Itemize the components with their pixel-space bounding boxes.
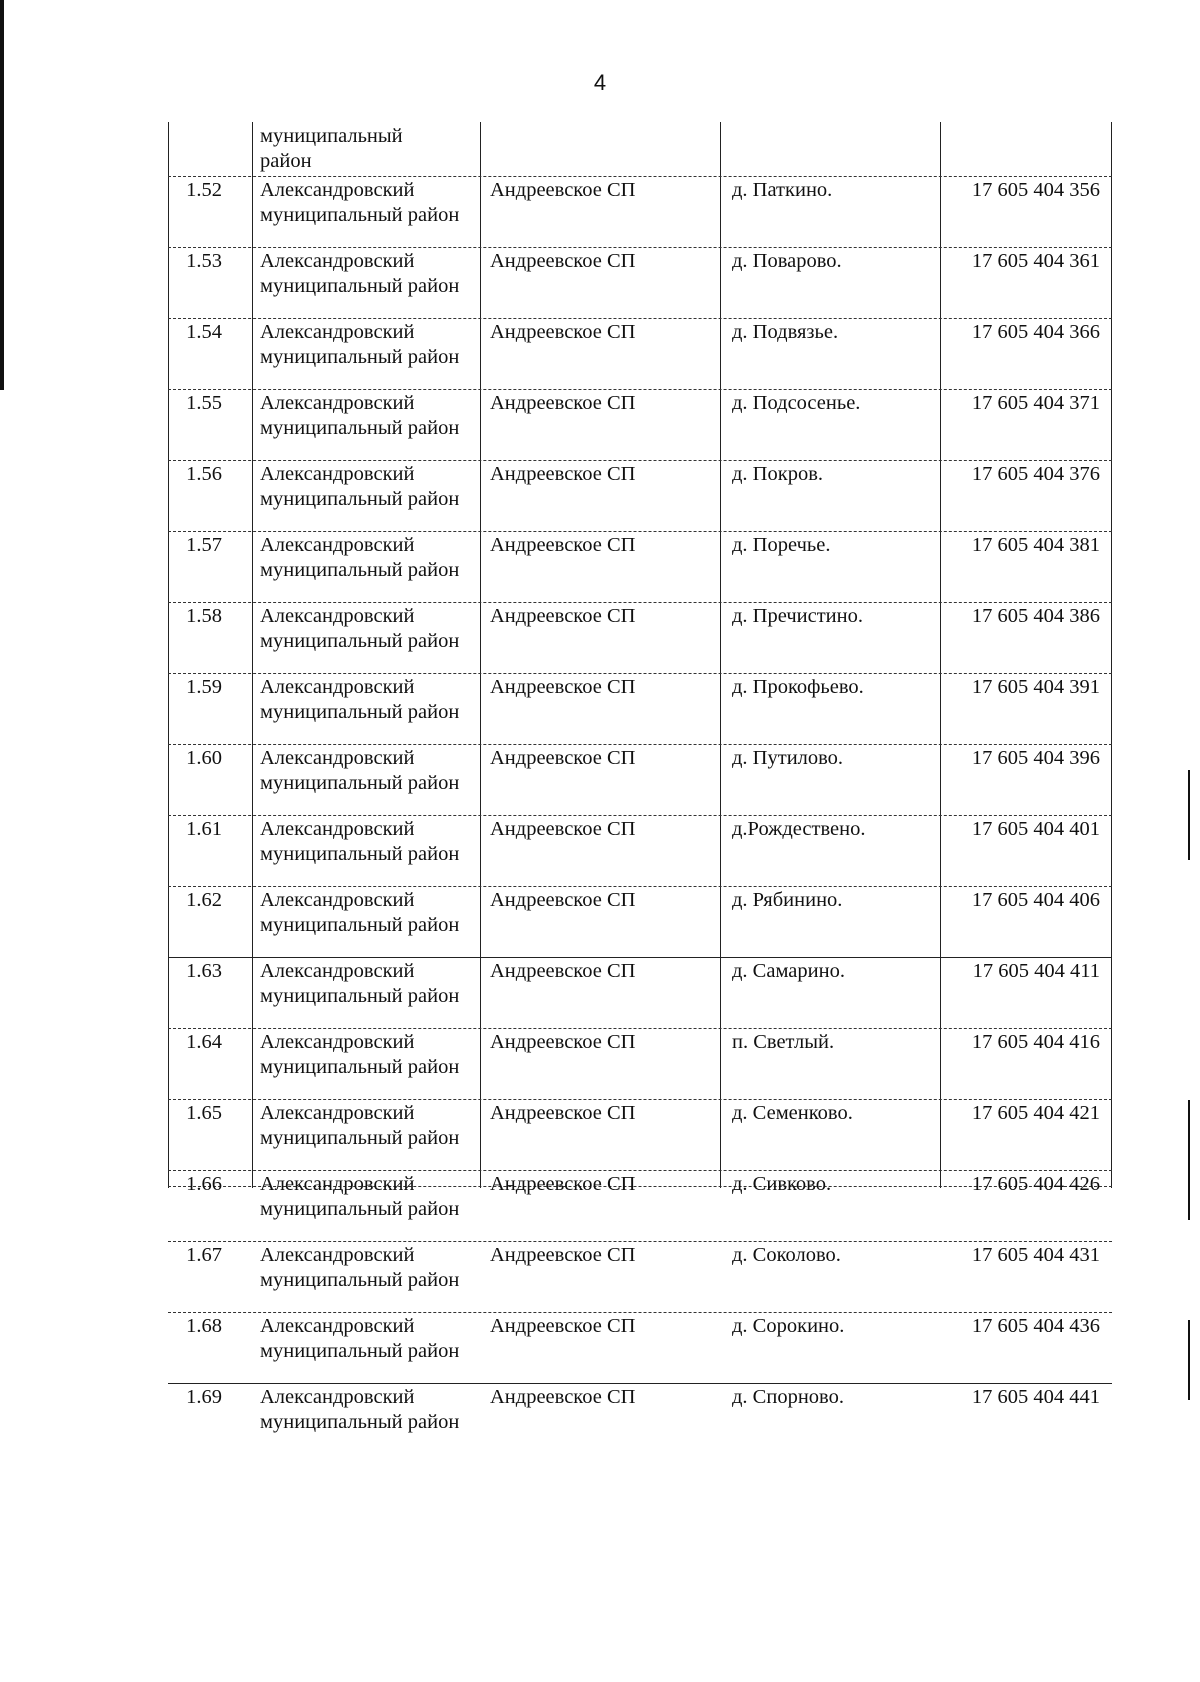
district-cell: Александровский муниципальный район [260,747,460,794]
row-number-cell: 1.64 [186,1031,222,1053]
oktmo-code-cell: 17 605 404 416 [971,1031,1100,1053]
row-number-cell: 1.63 [186,960,222,982]
settlement-cell: Андреевское СП [490,1315,636,1337]
locality-cell: д. Соколово. [732,1244,841,1266]
oktmo-code-cell: 17 605 404 421 [971,1102,1100,1124]
row-number-cell: 1.60 [186,747,222,769]
locality-cell: д. Рябинино. [732,889,843,911]
locality-cell: д. Покров. [732,463,823,485]
oktmo-code-cell: 17 605 404 406 [971,889,1100,911]
row-number-cell: 1.65 [186,1102,222,1124]
table-row [168,602,1112,678]
table-row [168,460,1112,536]
settlement-cell: Андреевское СП [490,605,636,627]
locality-cell: д.Рождествено. [732,818,866,840]
page-number: 4 [593,70,607,95]
district-cell: Александровский муниципальный район [260,1386,460,1433]
locality-cell: д. Путилово. [732,747,844,769]
table-row [168,176,1112,252]
table-row [168,957,1112,1033]
settlement-cell: Андреевское СП [490,392,636,414]
district-cell: Александровский муниципальный район [260,534,460,581]
table-row [168,1312,1112,1388]
settlement-cell: Андреевское СП [490,1386,636,1408]
district-cell: Александровский муниципальный район [260,1102,460,1149]
locality-cell: д. Поречье. [732,534,831,556]
district-cell: Александровский муниципальный район [260,1031,460,1078]
oktmo-code-cell: 17 605 404 426 [971,1173,1100,1195]
district-cell: Александровский муниципальный район [260,463,460,510]
locality-cell: д. Самарино. [732,960,845,982]
table-row [168,1028,1112,1104]
district-cell: Александровский муниципальный район [260,1315,460,1362]
settlement-cell: Андреевское СП [490,1173,636,1195]
row-number-cell: 1.57 [186,534,222,556]
oktmo-code-cell: 17 605 404 366 [971,321,1100,343]
district-cell: Александровский муниципальный район [260,605,460,652]
locality-cell: д. Сивково. [732,1173,832,1195]
locality-cell: п. Светлый. [732,1031,835,1053]
settlement-cell: Андреевское СП [490,179,636,201]
oktmo-code-cell: 17 605 404 431 [971,1244,1100,1266]
table-row [168,531,1112,607]
settlement-cell: Андреевское СП [490,747,636,769]
district-cell: Александровский муниципальный район [260,179,460,226]
district-cell: Александровский муниципальный район [260,1173,460,1220]
oktmo-code-cell: 17 605 404 376 [971,463,1100,485]
settlement-cell: Андреевское СП [490,1102,636,1124]
district-cell: Александровский муниципальный район [260,960,460,1007]
oktmo-code-cell: 17 605 404 361 [971,250,1100,272]
oktmo-code-cell: 17 605 404 396 [971,747,1100,769]
oktmo-code-cell: 17 605 404 411 [972,960,1100,982]
locality-cell: д. Поварово. [732,250,842,272]
row-number-cell: 1.61 [186,818,222,840]
table-row [168,1170,1112,1246]
table-row [168,886,1112,962]
table-row [168,318,1112,394]
scan-edge-right [1188,1320,1190,1400]
district-cell: Александровский муниципальный район [260,321,460,368]
settlement-cell: Андреевское СП [490,818,636,840]
oktmo-code-cell: 17 605 404 391 [971,676,1100,698]
row-number-cell: 1.66 [186,1173,222,1195]
scan-edge-right [1188,1100,1190,1220]
settlement-cell: Андреевское СП [490,1244,636,1266]
locality-cell: д. Спорново. [732,1386,844,1408]
oktmo-code-cell: 17 605 404 356 [971,179,1100,201]
row-number-cell: 1.67 [186,1244,222,1266]
oktmo-code-cell: 17 605 404 401 [971,818,1100,840]
locality-cell: д. Пречистино. [732,605,863,627]
row-number-cell: 1.69 [186,1386,222,1408]
locality-cell: д. Подвязье. [732,321,839,343]
row-number-cell: 1.55 [186,392,222,414]
oktmo-code-cell: 17 605 404 371 [971,392,1100,414]
row-number-cell: 1.58 [186,605,222,627]
district-cell: Александровский муниципальный район [260,250,460,297]
settlement-cell: Андреевское СП [490,676,636,698]
row-number-cell: 1.53 [186,250,222,272]
row-number-cell: 1.56 [186,463,222,485]
district-cell: Александровский муниципальный район [260,676,460,723]
row-number-cell: 1.59 [186,676,222,698]
district-cell: Александровский муниципальный район [260,1244,460,1291]
settlement-cell: Андреевское СП [490,534,636,556]
locality-cell: д. Прокофьево. [732,676,864,698]
district-cell: Александровский муниципальный район [260,392,460,439]
row-number-cell: 1.68 [186,1315,222,1337]
table-row [168,673,1112,749]
table-row [168,1241,1112,1317]
district-cell: Александровский муниципальный район [260,889,460,936]
locality-cell: д. Семенково. [732,1102,853,1124]
oktmo-code-cell: 17 605 404 436 [971,1315,1100,1337]
oktmo-code-cell: 17 605 404 386 [971,605,1100,627]
locality-cell: д. Сорокино. [732,1315,845,1337]
scan-edge-left [0,0,4,390]
district-cell: муниципальный район [260,125,403,172]
settlement-cell: Андреевское СП [490,889,636,911]
row-number-cell: 1.62 [186,889,222,911]
table-row [168,744,1112,820]
settlement-cell: Андреевское СП [490,463,636,485]
oktmo-code-cell: 17 605 404 381 [971,534,1100,556]
settlement-cell: Андреевское СП [490,960,636,982]
district-cell: Александровский муниципальный район [260,818,460,865]
table-row [168,815,1112,891]
locality-cell: д. Паткино. [732,179,833,201]
table-row [168,1099,1112,1175]
continuation-row [168,122,1112,176]
settlement-cell: Андреевское СП [490,250,636,272]
row-number-cell: 1.52 [186,179,222,201]
oktmo-code-cell: 17 605 404 441 [971,1386,1100,1408]
table-row [168,1383,1112,1459]
locality-cell: д. Подсосенье. [732,392,861,414]
table-row [168,247,1112,323]
scan-edge-right [1188,770,1190,860]
row-number-cell: 1.54 [186,321,222,343]
settlement-cell: Андреевское СП [490,1031,636,1053]
table-row [168,389,1112,465]
settlement-cell: Андреевское СП [490,321,636,343]
